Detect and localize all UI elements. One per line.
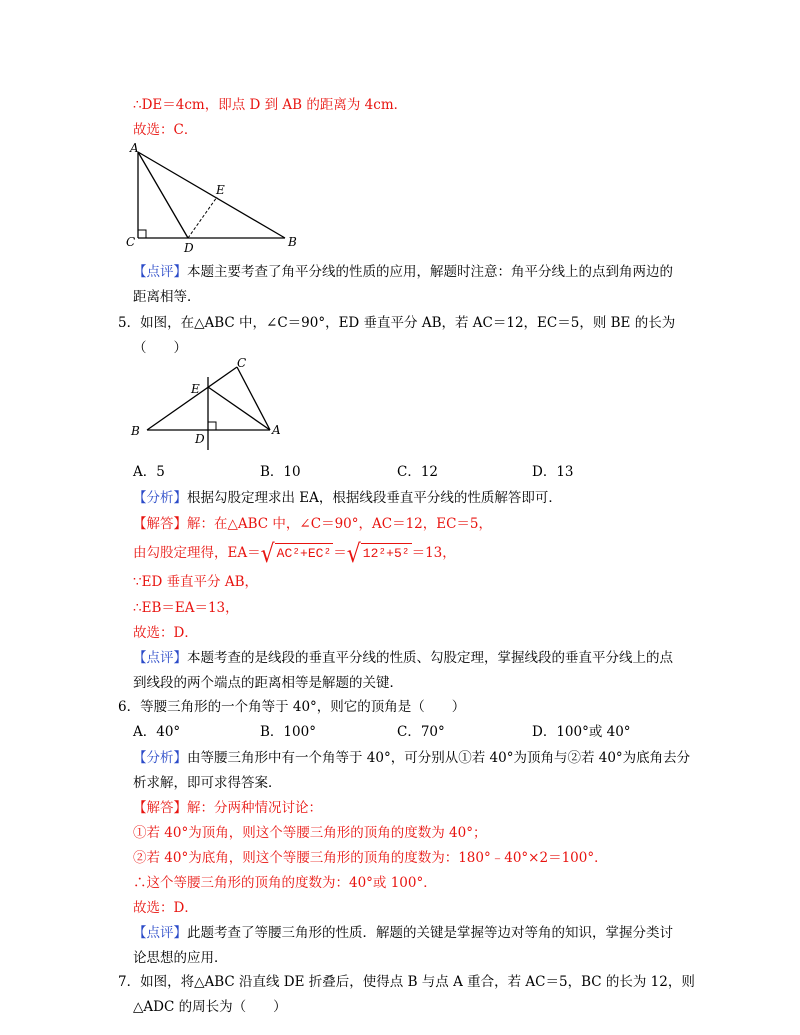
answer-tag: 【解答】 <box>133 800 187 816</box>
q5-answer-line-2: 由勾股定理得，EA＝√ AC²+EC² ＝√ 12²+5² ＝13， <box>133 540 456 569</box>
q6-answer-line-2: ①若 40°为顶角，则这个等腰三角形的顶角的度数为 40°； <box>133 825 487 841</box>
prev-label-c: C <box>126 235 136 249</box>
q6-comment-line-1: 【点评】此题考查了等腰三角形的性质．解题的关键是掌握等边对等角的知识，掌握分类讨 <box>133 925 673 941</box>
q7-stem-line-2: △ADC 的周长为（ ） <box>133 999 287 1015</box>
q5-answer-line-4: ∴EB＝EA＝13， <box>133 600 239 616</box>
q6-option-d: D．100°或 40° <box>532 724 631 740</box>
q6-answer-line-4: ∴这个等腰三角形的顶角的度数为：40°或 100°． <box>133 875 437 891</box>
q6-comment-line-2: 论思想的应用． <box>133 950 228 966</box>
q5-option-a: A．5 <box>133 464 165 480</box>
q5-option-c: C．12 <box>397 464 439 480</box>
comment-tag: 【点评】 <box>133 925 187 941</box>
q6-option-a: A．40° <box>133 724 181 740</box>
q5-label-a: A <box>272 423 281 437</box>
q5-label-c: C <box>237 356 247 370</box>
q6-answer-line-1: 【解答】解：分两种情况讨论： <box>133 800 322 816</box>
sqrt-expression-1: √ AC²+EC² <box>260 540 332 569</box>
q5-label-e: E <box>191 382 200 396</box>
q5-answer-line-1: 【解答】解：在△ABC 中，∠C＝90°，AC＝12，EC＝5， <box>133 516 493 532</box>
q5-option-b: B．10 <box>260 464 301 480</box>
prev-label-d: D <box>184 241 194 255</box>
analysis-tag: 【分析】 <box>133 750 187 766</box>
comment-tag: 【点评】 <box>133 650 187 666</box>
q6-analysis-line-1: 【分析】由等腰三角形中有一个角等于 40°，可分别从①若 40°为顶角与②若 40°为底角去分 <box>133 750 691 766</box>
q5-stem-line-1: 5．如图，在△ABC 中，∠C＝90°，ED 垂直平分 AB，若 AC＝12，EC＝5，则 BE 的长为 <box>118 315 676 331</box>
answer-tag: 【解答】 <box>133 516 187 532</box>
prev-comment-line-1: 【点评】本题主要考查了角平分线的性质的应用，解题时注意：角平分线上的点到角两边的 <box>133 264 673 280</box>
sqrt-expression-2: √ 12²+5² <box>346 540 410 569</box>
q6-option-b: B．100° <box>260 724 316 740</box>
q5-analysis-line: 【分析】根据勾股定理求出 EA，根据线段垂直平分线的性质解答即可． <box>133 490 562 506</box>
prev-figure <box>120 140 320 255</box>
prev-label-e: E <box>216 183 225 197</box>
prev-solution-line: ∴DE＝4cm，即点 D 到 AB 的距离为 4cm． <box>133 97 408 113</box>
q5-answer-line-3: ∵ED 垂直平分 AB， <box>133 574 259 590</box>
q5-figure <box>125 355 295 455</box>
prev-label-b: B <box>288 235 297 249</box>
q5-answer-line-5: 故选：D． <box>133 625 198 641</box>
q6-option-c: C．70° <box>397 724 445 740</box>
comment-tag: 【点评】 <box>133 264 187 280</box>
prev-choice-line: 故选：C． <box>133 122 198 138</box>
q5-label-b: B <box>131 424 140 438</box>
q7-stem-line-1: 7．如图，将△ABC 沿直线 DE 折叠后，使得点 B 与点 A 重合，若 AC＝5，BC 的长为 12，则 <box>118 974 695 990</box>
q5-comment-line-2: 到线段的两个端点的距离相等是解题的关键． <box>133 675 403 691</box>
q5-stem-line-2: （ ） <box>133 340 187 356</box>
q5-comment-line-1: 【点评】本题考查的是线段的垂直平分线的性质、勾股定理，掌握线段的垂直平分线上的点 <box>133 650 673 666</box>
q6-stem: 6．等腰三角形的一个角等于 40°，则它的顶角是（ ） <box>118 699 466 715</box>
q6-analysis-line-2: 析求解，即可求得答案． <box>133 775 282 791</box>
q5-option-d: D．13 <box>532 464 574 480</box>
q6-answer-line-3: ②若 40°为底角，则这个等腰三角形的顶角的度数为：180°﹣40°×2＝100°． <box>133 850 608 866</box>
prev-label-a: A <box>130 141 139 155</box>
q6-answer-line-5: 故选：D． <box>133 900 198 916</box>
analysis-tag: 【分析】 <box>133 490 187 506</box>
prev-comment-line-2: 距离相等． <box>133 289 201 305</box>
q5-label-d: D <box>195 432 205 446</box>
